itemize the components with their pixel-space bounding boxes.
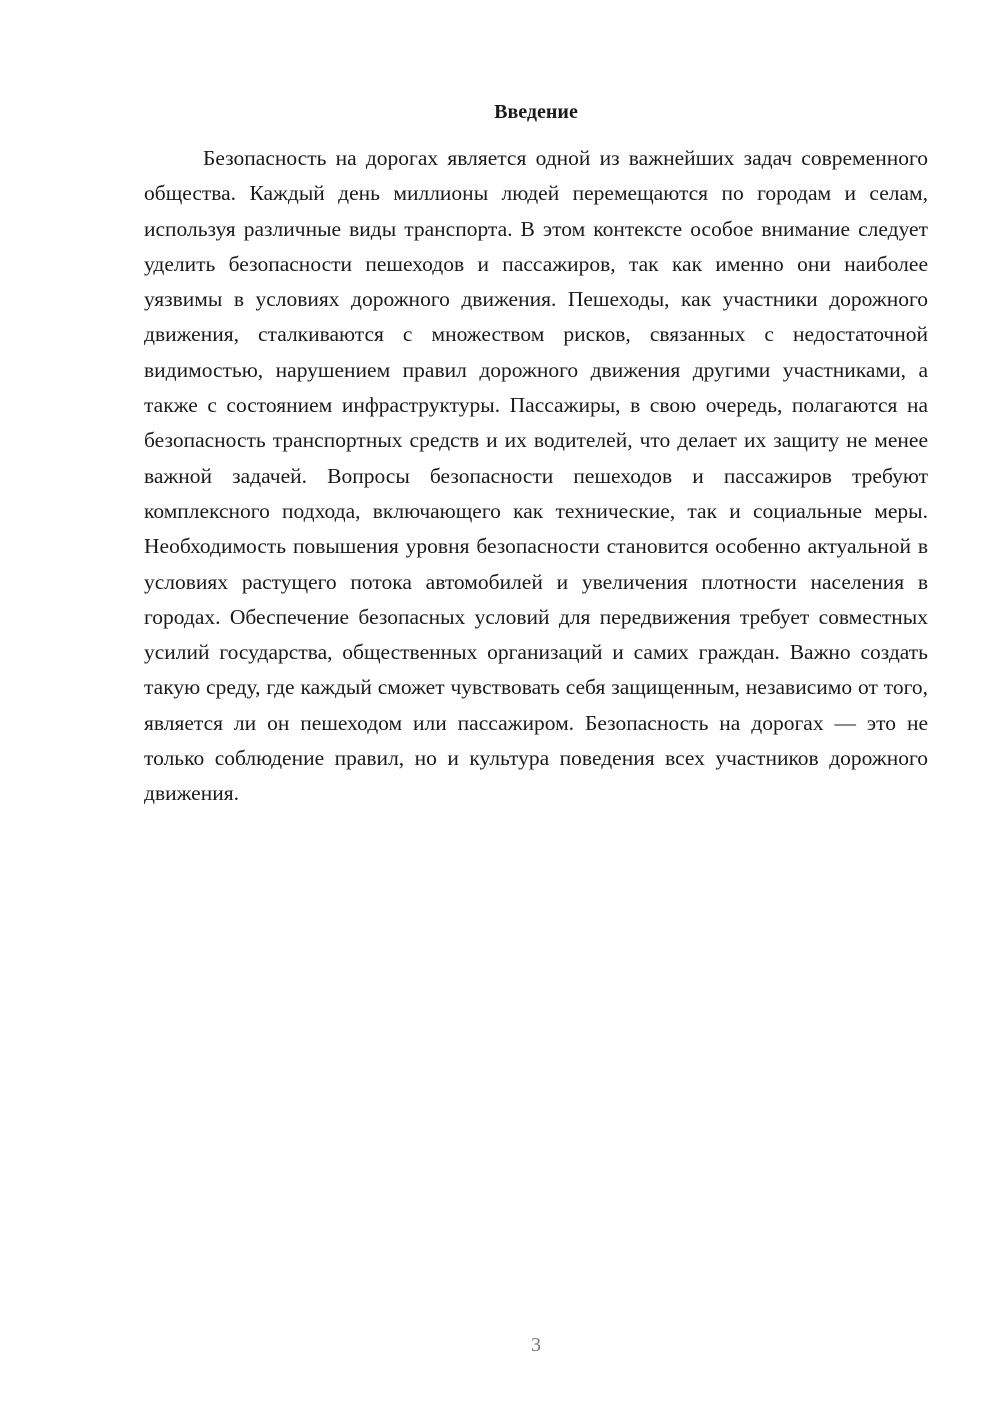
page-number: 3 [531, 1334, 541, 1356]
section-heading: Введение [494, 101, 578, 123]
body-paragraph: Безопасность на дорогах является одной из важнейших задач современного общества. Каждый день миллионы людей перемещаются по городам и селам, используя различные виды транспорта. В этом контексте особое внимание следует уделить безопасности пешеходов и пассажиров, так как именно они наиболее уязвимы в условиях дорожного движения. Пешеходы, как участники дорожного движения, сталкиваются с множеством рисков, связанных с недостаточной видимостью, нарушением правил дорожного движения другими участниками, а также с состоянием инфраструктуры. Пассажиры, в свою очередь, полагаются на безопасность транспортных средств и их водителей, что делает их защиту не менее важной задачей. Вопросы безопасности пешеходов и пассажиров требуют комплексного подхода, включающего как технические, так и социальные меры. Необходимость повышения уровня безопасности становится особенно актуальной в условиях растущего потока автомобилей и увеличения плотности населения в городах. Обеспечение безопасных условий для передвижения требует совместных усилий государства, общественных организаций и самих граждан. Важно создать такую среду, где каждый сможет чувствовать себя защищенным, независимо от того, является ли он пешеходом или пассажиром. Безопасность на дорогах — это не только соблюдение правил, но и культура поведения всех участников дорожного движения. [144, 146, 928, 806]
